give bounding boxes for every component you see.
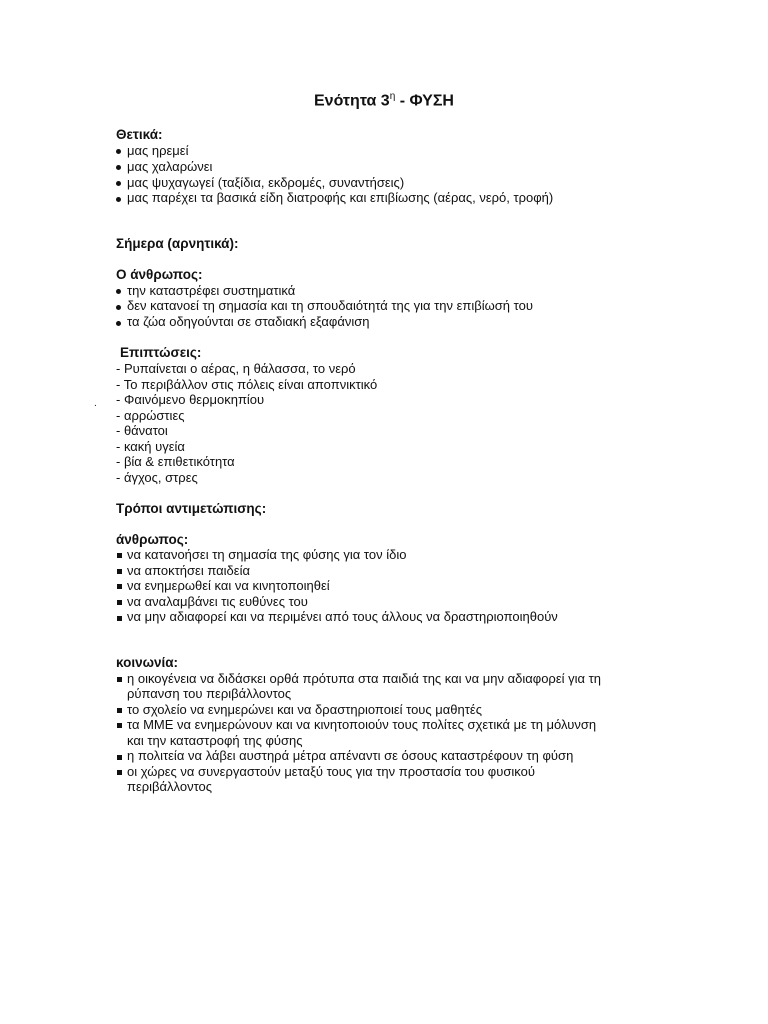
man-item: τα ζώα οδηγούνται σε σταδιακή εξαφάνιση xyxy=(127,314,370,329)
round-bullet-icon xyxy=(116,289,121,294)
today-heading: Σήμερα (αρνητικά): xyxy=(116,236,239,251)
man-item: την καταστρέφει συστηματικά xyxy=(127,283,296,298)
title-main: Ενότητα 3 xyxy=(314,92,390,110)
human-item: να αναλαμβάνει τις ευθύνες του xyxy=(127,594,308,609)
effect-item: - κακή υγεία xyxy=(116,439,185,454)
positives-heading: Θετικά: xyxy=(116,127,163,142)
square-bullet-icon xyxy=(117,770,122,775)
effect-item: - θάνατοι xyxy=(116,423,168,438)
effect-item: - Το περιβάλλον στις πόλεις είναι αποπνικτικό xyxy=(116,377,378,392)
square-bullet-icon xyxy=(117,708,122,713)
effect-item: - αρρώστιες xyxy=(116,408,185,423)
square-bullet-icon xyxy=(117,723,122,728)
ways-heading: Τρόποι αντιμετώπισης: xyxy=(116,501,267,516)
society-item: η πολιτεία να λάβει αυστηρά μέτρα απέναντι σε όσους καταστρέφουν τη φύση xyxy=(127,748,574,763)
square-bullet-icon xyxy=(117,553,122,558)
positive-item: μας ηρεμεί xyxy=(127,143,189,158)
square-bullet-icon xyxy=(117,677,122,682)
society-item-continuation: περιβάλλοντος xyxy=(127,779,213,794)
positive-item: μας παρέχει τα βασικά είδη διατροφής και επιβίωσης (αέρας, νερό, τροφή) xyxy=(127,190,554,205)
round-bullet-icon xyxy=(116,305,121,310)
effect-item: - Φαινόμενο θερμοκηπίου xyxy=(116,392,265,407)
society-item-continuation: και την καταστροφή της φύσης xyxy=(127,733,303,748)
round-bullet-icon xyxy=(116,165,121,170)
effect-item: - βία & επιθετικότητα xyxy=(116,454,235,469)
human-item: να ενημερωθεί και να κινητοποιηθεί xyxy=(127,578,330,593)
human-item: να μην αδιαφορεί και να περιμένει από τους άλλους να δραστηριοποιηθούν xyxy=(127,609,558,624)
effects-heading: Επιπτώσεις: xyxy=(120,345,202,360)
society-item: το σχολείο να ενημερώνει και να δραστηριοποιεί τους μαθητές xyxy=(127,702,482,717)
society-heading: κοινωνία: xyxy=(116,655,179,670)
round-bullet-icon xyxy=(116,197,121,202)
square-bullet-icon xyxy=(117,616,122,621)
positive-item: μας χαλαρώνει xyxy=(127,159,213,174)
society-item: η οικογένεια να διδάσκει ορθά πρότυπα στα παιδιά της και να μην αδιαφορεί για τη xyxy=(127,671,601,686)
human-heading: άνθρωπος: xyxy=(116,532,189,547)
human-item: να αποκτήσει παιδεία xyxy=(127,563,250,578)
round-bullet-icon xyxy=(116,321,121,326)
stray-mark: . xyxy=(94,398,97,409)
square-bullet-icon xyxy=(117,569,122,574)
square-bullet-icon xyxy=(117,584,122,589)
man-heading: Ο άνθρωπος: xyxy=(116,267,203,282)
square-bullet-icon xyxy=(117,600,122,605)
square-bullet-icon xyxy=(117,755,122,760)
title-superscript: η xyxy=(389,91,396,102)
effect-item: - άγχος, στρες xyxy=(116,470,198,485)
society-item: οι χώρες να συνεργαστούν μεταξύ τους για την προστασία του φυσικού xyxy=(127,764,535,779)
society-item: τα ΜΜΕ να ενημερώνουν και να κινητοποιούν τους πολίτες σχετικά με τη μόλυνση xyxy=(127,717,597,732)
page-title xyxy=(0,87,768,111)
round-bullet-icon xyxy=(116,181,121,186)
round-bullet-icon xyxy=(116,149,121,154)
effect-item: - Ρυπαίνεται ο αέρας, η θάλασσα, το νερό xyxy=(116,361,356,376)
human-item: να κατανοήσει τη σημασία της φύσης για τον ίδιο xyxy=(127,547,407,562)
man-item: δεν κατανοεί τη σημασία και τη σπουδαιότητά της για την επιβίωσή του xyxy=(127,298,533,313)
society-item-continuation: ρύπανση του περιβάλλοντος xyxy=(127,686,292,701)
positive-item: μας ψυχαγωγεί (ταξίδια, εκδρομές, συναντήσεις) xyxy=(127,175,405,190)
title-rest: - ΦΥΣΗ xyxy=(395,92,454,110)
